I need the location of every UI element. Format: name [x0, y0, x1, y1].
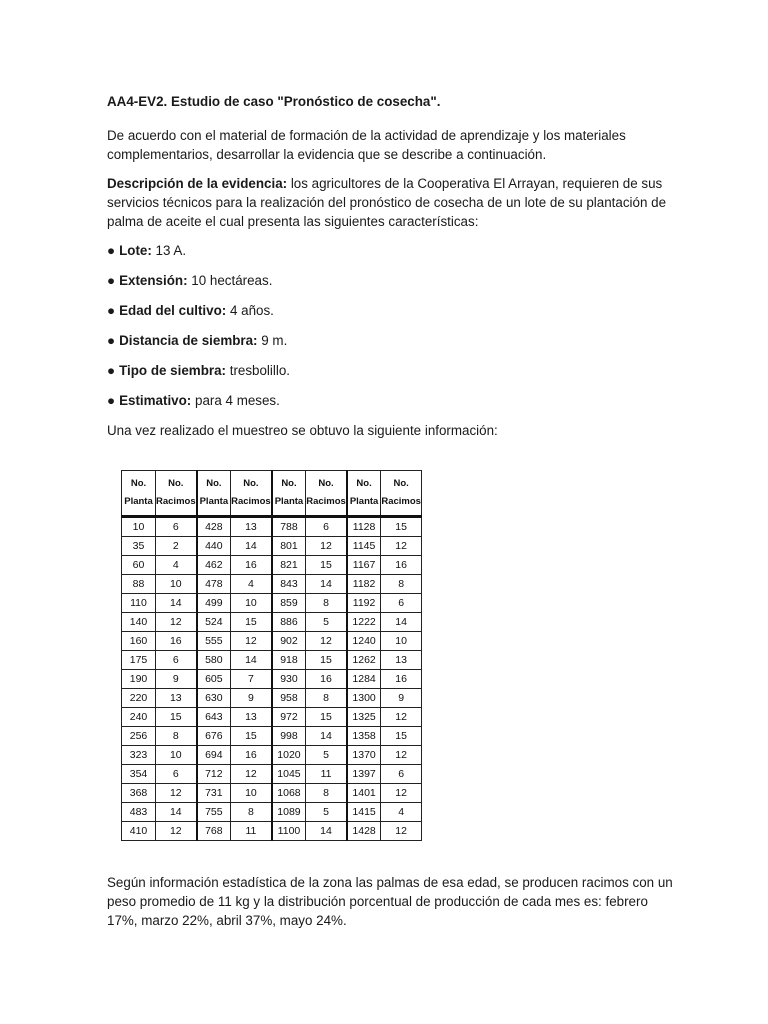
plant-number-cell: 354 — [122, 765, 156, 784]
bunch-count-cell: 6 — [381, 594, 422, 613]
bullet-icon: ● — [107, 393, 116, 408]
bunch-count-cell: 14 — [306, 575, 347, 594]
bunch-count-cell: 14 — [306, 822, 347, 841]
bunch-count-cell: 14 — [231, 651, 272, 670]
bunch-count-cell: 9 — [156, 670, 197, 689]
table-header-row — [122, 471, 422, 517]
bunch-count-cell: 12 — [381, 708, 422, 727]
header-line: Planta — [124, 496, 153, 507]
table-row — [122, 803, 422, 822]
plant-number-cell: 256 — [122, 727, 156, 746]
table-row — [122, 575, 422, 594]
plant-number-cell: 902 — [272, 632, 306, 651]
plant-number-cell: 1358 — [347, 727, 381, 746]
document-title: AA4-EV2. Estudio de caso "Pronóstico de cosecha". — [107, 94, 441, 109]
characteristic-value: 9 m. — [257, 333, 288, 348]
bunch-count-cell: 14 — [306, 727, 347, 746]
bunch-count-cell: 15 — [231, 613, 272, 632]
bunch-count-cell: 12 — [381, 537, 422, 556]
bunch-count-cell: 12 — [231, 632, 272, 651]
plant-number-cell: 1068 — [272, 784, 306, 803]
header-line: No. — [130, 478, 147, 489]
bunch-count-cell: 12 — [156, 822, 197, 841]
bunch-count-cell: 12 — [381, 746, 422, 765]
sampling-table-wrapper — [121, 470, 422, 841]
plant-number-cell: 1045 — [272, 765, 306, 784]
plant-number-cell: 240 — [122, 708, 156, 727]
plant-number-cell: 1415 — [347, 803, 381, 822]
characteristic-item — [107, 331, 667, 350]
header-line: Planta — [349, 496, 379, 507]
table-row — [122, 746, 422, 765]
plant-number-cell: 220 — [122, 689, 156, 708]
bunch-count-cell: 4 — [381, 803, 422, 822]
plant-number-cell: 323 — [122, 746, 156, 765]
table-row — [122, 822, 422, 841]
table-header-cell — [231, 471, 272, 517]
bullet-icon: ● — [107, 273, 116, 288]
plant-number-cell: 1222 — [347, 613, 381, 632]
bunch-count-cell: 14 — [156, 803, 197, 822]
bunch-count-cell: 11 — [306, 765, 347, 784]
characteristic-item — [107, 391, 667, 410]
document-body — [107, 92, 667, 450]
plant-number-cell: 643 — [197, 708, 231, 727]
bunch-count-cell: 10 — [231, 594, 272, 613]
plant-number-cell: 1192 — [347, 594, 381, 613]
bunch-count-cell: 15 — [306, 651, 347, 670]
bunch-count-cell: 8 — [306, 689, 347, 708]
bunch-count-cell: 6 — [381, 765, 422, 784]
plant-number-cell: 1020 — [272, 746, 306, 765]
bunch-count-cell: 13 — [231, 517, 272, 537]
table-header-cell — [306, 471, 347, 517]
bunch-count-cell: 12 — [381, 784, 422, 803]
header-line: Racimos — [381, 496, 421, 507]
description-text: los agricultores de la Cooperativa El Arrayan, requieren de sus servicios técnicos para la realización del pronóstico de cosecha de un lote de su plantación de palma de aceite el cual presenta las siguientes características: — [107, 176, 667, 229]
plant-number-cell: 35 — [122, 537, 156, 556]
plant-number-cell: 788 — [272, 517, 306, 537]
plant-number-cell: 930 — [272, 670, 306, 689]
plant-number-cell: 801 — [272, 537, 306, 556]
bunch-count-cell: 16 — [306, 670, 347, 689]
table-row — [122, 708, 422, 727]
bunch-count-cell: 12 — [156, 784, 197, 803]
bunch-count-cell: 15 — [306, 556, 347, 575]
characteristic-label: Tipo de siembra: — [119, 363, 226, 378]
header-line: Planta — [274, 496, 304, 507]
header-line: Planta — [199, 496, 229, 507]
table-row — [122, 594, 422, 613]
bunch-count-cell: 4 — [231, 575, 272, 594]
characteristic-label: Distancia de siembra: — [119, 333, 258, 348]
bullet-icon: ● — [107, 333, 116, 348]
bunch-count-cell: 12 — [306, 537, 347, 556]
table-row — [122, 556, 422, 575]
characteristic-value: para 4 meses. — [191, 393, 280, 408]
plant-number-cell: 175 — [122, 651, 156, 670]
plant-number-cell: 88 — [122, 575, 156, 594]
bunch-count-cell: 10 — [231, 784, 272, 803]
plant-number-cell: 859 — [272, 594, 306, 613]
bunch-count-cell: 15 — [381, 517, 422, 537]
bunch-count-cell: 16 — [381, 556, 422, 575]
characteristic-label: Edad del cultivo: — [119, 303, 227, 318]
bunch-count-cell: 15 — [231, 727, 272, 746]
table-header-cell — [122, 471, 156, 517]
plant-number-cell: 10 — [122, 517, 156, 537]
plant-number-cell: 958 — [272, 689, 306, 708]
header-line: No. — [243, 478, 259, 489]
bunch-count-cell: 16 — [156, 632, 197, 651]
plant-number-cell: 478 — [197, 575, 231, 594]
bunch-count-cell: 6 — [156, 765, 197, 784]
bunch-count-cell: 14 — [231, 537, 272, 556]
table-header-cell — [197, 471, 231, 517]
table-header-cell — [272, 471, 306, 517]
plant-number-cell: 712 — [197, 765, 231, 784]
plant-number-cell: 1300 — [347, 689, 381, 708]
characteristic-label: Estimativo: — [119, 393, 192, 408]
plant-number-cell: 499 — [197, 594, 231, 613]
bunch-count-cell: 13 — [156, 689, 197, 708]
header-line: No. — [281, 478, 297, 489]
characteristic-value: tresbolillo. — [226, 363, 291, 378]
plant-number-cell: 1284 — [347, 670, 381, 689]
header-line: Racimos — [156, 496, 196, 507]
plant-number-cell: 555 — [197, 632, 231, 651]
plant-number-cell: 440 — [197, 537, 231, 556]
bunch-count-cell: 7 — [231, 670, 272, 689]
plant-number-cell: 1089 — [272, 803, 306, 822]
plant-number-cell: 1167 — [347, 556, 381, 575]
bunch-count-cell: 6 — [156, 517, 197, 537]
characteristic-item — [107, 361, 667, 380]
bunch-count-cell: 16 — [231, 746, 272, 765]
bunch-count-cell: 6 — [306, 517, 347, 537]
characteristic-item — [107, 301, 667, 320]
plant-number-cell: 821 — [272, 556, 306, 575]
plant-number-cell: 1100 — [272, 822, 306, 841]
table-header-cell — [156, 471, 197, 517]
plant-number-cell: 1128 — [347, 517, 381, 537]
bunch-count-cell: 5 — [306, 613, 347, 632]
table-row — [122, 632, 422, 651]
plant-number-cell: 605 — [197, 670, 231, 689]
plant-number-cell: 676 — [197, 727, 231, 746]
plant-number-cell: 998 — [272, 727, 306, 746]
table-row — [122, 651, 422, 670]
header-line: Racimos — [306, 496, 346, 507]
plant-number-cell: 190 — [122, 670, 156, 689]
bunch-count-cell: 4 — [156, 556, 197, 575]
plant-number-cell: 1370 — [347, 746, 381, 765]
bunch-count-cell: 15 — [306, 708, 347, 727]
header-line: No. — [206, 478, 222, 489]
characteristic-item — [107, 271, 667, 290]
plant-number-cell: 368 — [122, 784, 156, 803]
bunch-count-cell: 12 — [381, 822, 422, 841]
bunch-count-cell: 16 — [381, 670, 422, 689]
bunch-count-cell: 8 — [231, 803, 272, 822]
bunch-count-cell: 11 — [231, 822, 272, 841]
bunch-count-cell: 16 — [231, 556, 272, 575]
plant-number-cell: 1262 — [347, 651, 381, 670]
table-header-cell — [381, 471, 422, 517]
plant-number-cell: 483 — [122, 803, 156, 822]
bunch-count-cell: 13 — [231, 708, 272, 727]
bunch-count-cell: 15 — [381, 727, 422, 746]
plant-number-cell: 886 — [272, 613, 306, 632]
bullet-icon: ● — [107, 243, 116, 258]
bunch-count-cell: 14 — [381, 613, 422, 632]
table-row — [122, 613, 422, 632]
plant-number-cell: 428 — [197, 517, 231, 537]
table-row — [122, 765, 422, 784]
characteristic-value: 4 años. — [226, 303, 274, 318]
plant-number-cell: 694 — [197, 746, 231, 765]
plant-number-cell: 1182 — [347, 575, 381, 594]
table-row — [122, 537, 422, 556]
table-row — [122, 784, 422, 803]
characteristic-item — [107, 241, 667, 260]
sampling-table — [121, 470, 422, 841]
bunch-count-cell: 8 — [381, 575, 422, 594]
plant-number-cell: 1428 — [347, 822, 381, 841]
plant-number-cell: 768 — [197, 822, 231, 841]
bunch-count-cell: 12 — [306, 632, 347, 651]
footer-paragraph: Según información estadística de la zona las palmas de esa edad, se producen racimos con un peso promedio de 11 kg y la distribución porcentual de producción de cada mes es: febrero 17%, marzo 22%, abril 37%, mayo 24%. — [107, 875, 673, 928]
table-row — [122, 689, 422, 708]
bunch-count-cell: 10 — [381, 632, 422, 651]
bunch-count-cell: 15 — [156, 708, 197, 727]
characteristics-list — [107, 241, 667, 410]
bunch-count-cell: 5 — [306, 746, 347, 765]
bunch-count-cell: 9 — [381, 689, 422, 708]
table-row — [122, 727, 422, 746]
bullet-icon: ● — [107, 303, 116, 318]
bunch-count-cell: 8 — [156, 727, 197, 746]
plant-number-cell: 755 — [197, 803, 231, 822]
plant-number-cell: 524 — [197, 613, 231, 632]
characteristic-label: Extensión: — [119, 273, 188, 288]
plant-number-cell: 110 — [122, 594, 156, 613]
characteristic-value: 13 A. — [151, 243, 187, 258]
bunch-count-cell: 2 — [156, 537, 197, 556]
bunch-count-cell: 6 — [156, 651, 197, 670]
bunch-count-cell: 8 — [306, 784, 347, 803]
plant-number-cell: 1401 — [347, 784, 381, 803]
bunch-count-cell: 5 — [306, 803, 347, 822]
plant-number-cell: 160 — [122, 632, 156, 651]
table-row — [122, 517, 422, 537]
plant-number-cell: 630 — [197, 689, 231, 708]
characteristic-value: 10 hectáreas. — [187, 273, 273, 288]
plant-number-cell: 410 — [122, 822, 156, 841]
header-line: No. — [393, 478, 409, 489]
plant-number-cell: 1145 — [347, 537, 381, 556]
bunch-count-cell: 10 — [156, 746, 197, 765]
description-paragraph — [107, 174, 667, 231]
plant-number-cell: 60 — [122, 556, 156, 575]
plant-number-cell: 1240 — [347, 632, 381, 651]
intro-paragraph: De acuerdo con el material de formación de la actividad de aprendizaje y los materiales complementarios, desarrollar la evidencia que se describe a continuación. — [107, 128, 626, 162]
plant-number-cell: 1397 — [347, 765, 381, 784]
header-line: No. — [168, 478, 184, 489]
bunch-count-cell: 12 — [231, 765, 272, 784]
table-body — [122, 517, 422, 841]
plant-number-cell: 843 — [272, 575, 306, 594]
description-label: Descripción de la evidencia: — [107, 176, 288, 191]
bunch-count-cell: 8 — [306, 594, 347, 613]
plant-number-cell: 972 — [272, 708, 306, 727]
header-line: Racimos — [231, 496, 271, 507]
sampling-paragraph: Una vez realizado el muestreo se obtuvo la siguiente información: — [107, 423, 498, 438]
header-line: No. — [318, 478, 334, 489]
bunch-count-cell: 14 — [156, 594, 197, 613]
table-row — [122, 670, 422, 689]
bunch-count-cell: 13 — [381, 651, 422, 670]
characteristic-label: Lote: — [119, 243, 152, 258]
bunch-count-cell: 9 — [231, 689, 272, 708]
bunch-count-cell: 10 — [156, 575, 197, 594]
bunch-count-cell: 12 — [156, 613, 197, 632]
plant-number-cell: 731 — [197, 784, 231, 803]
plant-number-cell: 1325 — [347, 708, 381, 727]
plant-number-cell: 580 — [197, 651, 231, 670]
plant-number-cell: 462 — [197, 556, 231, 575]
header-line: No. — [356, 478, 372, 489]
bullet-icon: ● — [107, 363, 116, 378]
plant-number-cell: 140 — [122, 613, 156, 632]
plant-number-cell: 918 — [272, 651, 306, 670]
table-header-cell — [347, 471, 381, 517]
